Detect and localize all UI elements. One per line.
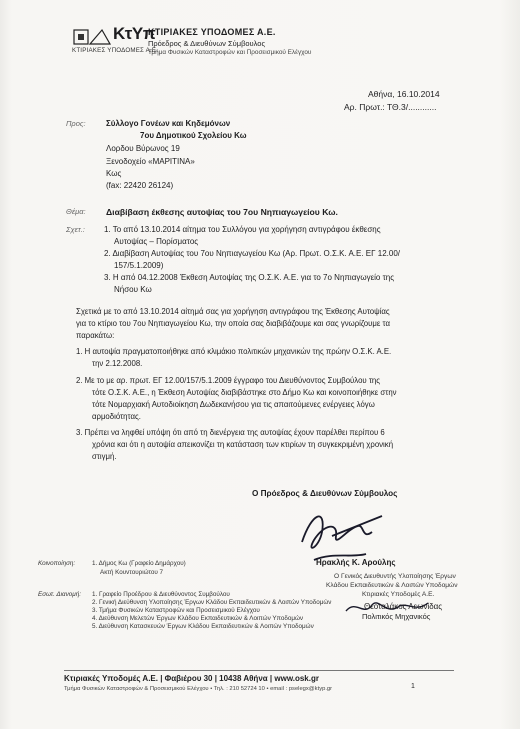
- responsible-title: Πολιτικός Μηχανικός: [362, 612, 431, 621]
- org-name: ΚΤΙΡΙΑΚΕΣ ΥΠΟΔΟΜΕΣ Α.Ε.: [148, 27, 276, 37]
- signatory-name: Ηρακλής Κ. Αρούλης: [316, 558, 396, 567]
- company-logo-icon: [72, 26, 112, 46]
- subject-label: Θέμα:: [66, 207, 86, 216]
- body-line: παρακάτω:: [76, 331, 115, 340]
- footer-divider: [64, 670, 454, 671]
- body-line: για το κτίριο του 7ου Νηπιαγωγείου Κω, την οποία σας διαβιβάζουμε και σας γνωρίζουμε τα: [76, 319, 390, 328]
- logo-text: ΚτΥπ: [113, 24, 156, 43]
- reference-line: 157/5.1.2009): [114, 261, 164, 270]
- body-line: τότε Νομαρχιακή Αυτοδιοίκηση Δωδεκανήσου για τις απαιτούμενες ενέργειες λόγω: [92, 400, 375, 409]
- subject-text: Διαβίβαση έκθεσης αυτοψίας του 7ου Νηπιαγωγείου Κω.: [106, 207, 338, 217]
- responsible-line: Κλάδου Εκπαιδευτικών & Λοιπών Υποδομών: [326, 582, 458, 589]
- distribution-item: 4. Διεύθυνση Μελετών Έργων Κλάδου Εκπαιδευτικών & Λοιπών Υποδομών: [92, 615, 304, 622]
- body-line: Σχετικά με το από 13.10.2014 αίτημά σας για χορήγηση αντιγράφου της Έκθεσης Αυτοψίας: [76, 307, 390, 316]
- signatory-title: Ο Πρόεδρος & Διευθύνων Σύμβουλος: [252, 489, 398, 498]
- notification-line: 1. Δήμος Κω (Γραφείο Δημάρχου): [92, 560, 186, 567]
- logo-subtitle: ΚΤΙΡΙΑΚΕΣ ΥΠΟΔΟΜΕΣ Α.Ε.: [72, 47, 159, 54]
- body-line: 3. Πρέπει να ληφθεί υπόψη ότι από τη διενέργεια της αυτοψίας έχουν παρέλθει περίπου 6: [76, 428, 385, 437]
- org-division: Τμήμα Φυσικών Καταστροφών και Προσεισμικού Ελέγχου: [148, 49, 312, 56]
- responsible-line: Ο Γενικός Διευθυντής Υλοποίησης Έργων: [334, 573, 456, 580]
- footer-contact: Τμήμα Φυσικών Καταστροφών & Προσεισμικού Ελέγχου • Τηλ. : 210 52724 10 • email : pselegx@ktyp.gr: [64, 686, 333, 692]
- page-number: 1: [411, 683, 415, 690]
- responsible-name: Θεοταλάκος Λεωνίδας: [364, 602, 443, 611]
- protocol-number: Αρ. Πρωτ.: ΤΘ.3/............: [344, 102, 437, 112]
- body-line: τότε Ο.Σ.Κ. Α.Ε., η Έκθεση Αυτοψίας διαβιβάστηκε στο Δήμο Κω και κοινοποιήθηκε στην: [92, 388, 397, 397]
- reference-line: Αυτοψίας – Πορίσματος: [114, 237, 199, 246]
- recipient-line-6: (fax: 22420 26124): [106, 181, 174, 190]
- reference-line: Νήσου Κω: [114, 285, 152, 294]
- distribution-item: 2. Γενική Διεύθυνση Υλοποίησης Έργων Κλάδου Εκπαιδευτικών & Λοιπών Υποδομών: [92, 599, 332, 606]
- reference-line: 1. Το από 13.10.2014 αίτημα του Συλλόγου για χορήγηση αντιγράφου έκθεσης: [104, 225, 381, 234]
- responsible-line: Κτιριακές Υποδομές Α.Ε.: [362, 591, 435, 598]
- body-line: χρόνια και ότι η αυτοψία απεικονίζει τη κατάσταση των κτιρίων τη συγκεκριμένη χρονική: [92, 440, 394, 449]
- distribution-item: 1. Γραφείο Προέδρου & Διευθύνοντος Συμβούλου: [92, 591, 230, 598]
- body-line: 1. Η αυτοψία πραγματοποιήθηκε από κλιμάκιο πολιτικών μηχανικών της πρώην Ο.Σ.Κ. Α.Ε.: [76, 347, 392, 356]
- body-line: αρμοδιότητας.: [92, 412, 141, 421]
- reference-line: 2. Διαβίβαση Αυτοψίας του 7ου Νηπιαγωγείου Κω (Αρ. Πρωτ. Ο.Σ.Κ. Α.Ε. ΕΓ 12.00/: [104, 249, 401, 258]
- distribution-item: 5. Διεύθυνση Κατασκευών Έργων Κλάδου Εκπαιδευτικών & Λοιπών Υποδομών: [92, 623, 314, 630]
- org-department: Πρόεδρος & Διευθύνων Σύμβουλος: [148, 39, 266, 48]
- recipient-line-3: Λορδου Βύρωνος 19: [106, 144, 180, 153]
- notification-line: Ακτή Κουντουριώτου 7: [100, 569, 164, 576]
- footer-address: Κτιριακές Υποδομές Α.Ε. | Φαβιέρου 30 | 10438 Αθήνα | www.osk.gr: [64, 674, 319, 683]
- recipient-line-2: 7ου Δημοτικού Σχολείου Κω: [140, 131, 247, 140]
- recipient-line-5: Κως: [106, 169, 122, 178]
- distribution-item: 3. Τμήμα Φυσικών Καταστροφών και Προσεισμικού Ελέγχου: [92, 607, 260, 614]
- references-label: Σχετ.:: [66, 225, 85, 234]
- reference-line: 3. Η από 04.12.2008 Έκθεση Αυτοψίας της Ο.Σ.Κ. Α.Ε. για το 7ο Νηπιαγωγείο της: [104, 273, 395, 282]
- body-line: στιγμή.: [92, 452, 117, 461]
- internal-distribution-label: Εσωτ. Διανομή:: [38, 591, 81, 598]
- notification-label: Κοινοποίηση:: [38, 560, 76, 567]
- handwritten-signature-icon: [292, 502, 392, 566]
- recipient-label: Προς:: [66, 119, 86, 128]
- recipient-line-1: Σύλλογο Γονέων και Κηδεμόνων: [106, 119, 231, 128]
- body-line: 2. Με το με αρ. πρωτ. ΕΓ 12.00/157/5.1.2009 έγγραφο του Διευθύνοντος Συμβούλου της: [76, 376, 381, 385]
- recipient-line-4: Ξενοδοχείο «ΜΑΡΙΤΙΝΑ»: [106, 157, 195, 166]
- body-line: την 2.12.2008.: [92, 359, 143, 368]
- document-date: Αθήνα, 16.10.2014: [368, 89, 440, 99]
